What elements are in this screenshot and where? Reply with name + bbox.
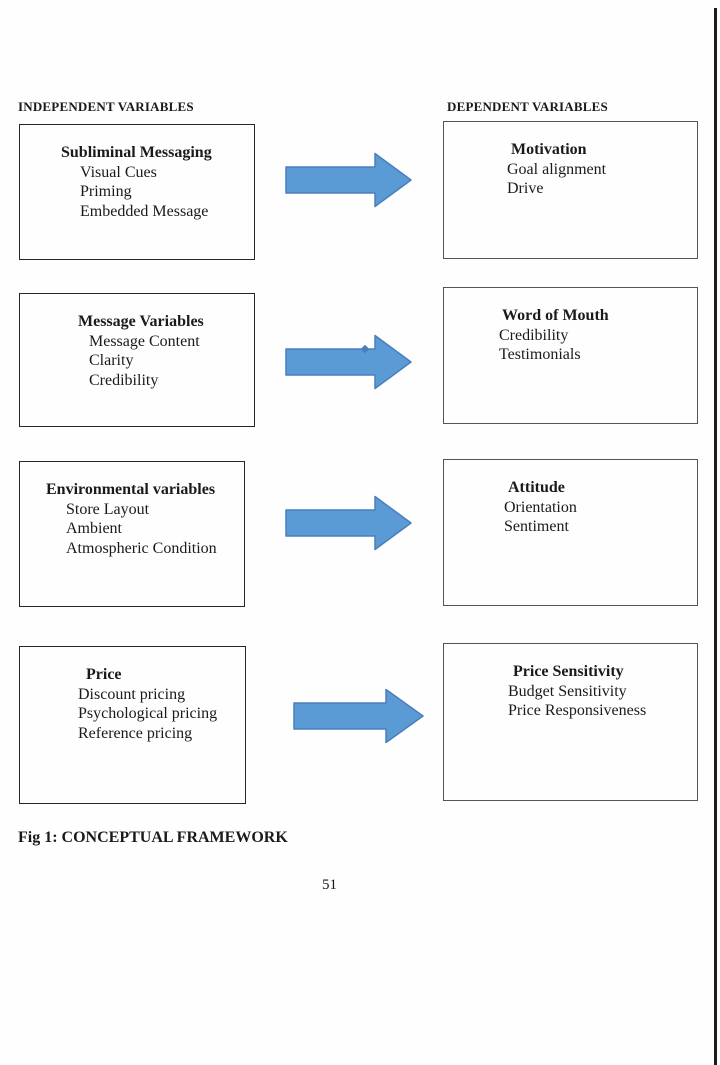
independent-variables-header: INDEPENDENT VARIABLES [18,99,194,114]
box-title: Subliminal Messaging [61,144,212,161]
right-arrow-icon [285,334,413,390]
box-title: Motivation [511,141,587,158]
box-item: Goal alignment [507,160,607,178]
dependent-variables-header: DEPENDENT VARIABLES [447,99,608,114]
box-item: Discount pricing [78,685,186,703]
right-arrow-icon [285,495,413,551]
box-item: Priming [80,183,132,200]
box-item: Testimonials [499,346,581,363]
scan-edge-line [714,8,717,1065]
box-item: Orientation [504,498,577,516]
box-message-variables [19,293,255,427]
box-item: Price Responsiveness [508,702,647,719]
box-item: Psychological pricing [78,705,218,722]
right-arrow-icon [285,152,413,208]
box-item: Store Layout [66,500,150,518]
box-item: Ambient [66,520,122,537]
page-number: 51 [322,877,337,893]
box-item: Credibility [89,371,159,389]
box-price-sensitivity [443,643,698,801]
box-environmental-variables [19,461,245,607]
box-item: Visual Cues [80,163,157,181]
box-item: Budget Sensitivity [508,682,627,700]
box-attitude [443,459,698,606]
box-title: Word of Mouth [502,307,609,324]
box-item: Message Content [89,332,200,350]
box-item: Sentiment [504,518,569,535]
box-price [19,646,246,804]
right-arrow-icon [293,688,425,744]
box-item: Embedded Message [80,202,209,220]
box-item: Atmospheric Condition [66,539,217,557]
box-title: Price [86,666,122,683]
box-title: Price Sensitivity [513,663,624,680]
box-title: Attitude [508,479,565,496]
box-word-of-mouth [443,287,698,424]
box-motivation [443,121,698,259]
box-item: Drive [507,180,544,197]
box-item: Reference pricing [78,724,193,742]
box-title: Message Variables [78,313,204,330]
box-item: Clarity [89,352,134,369]
box-title: Environmental variables [46,481,216,498]
figure-caption: Fig 1: CONCEPTUAL FRAMEWORK [18,829,288,846]
box-item: Credibility [499,326,569,344]
box-subliminal-messaging [19,124,255,260]
